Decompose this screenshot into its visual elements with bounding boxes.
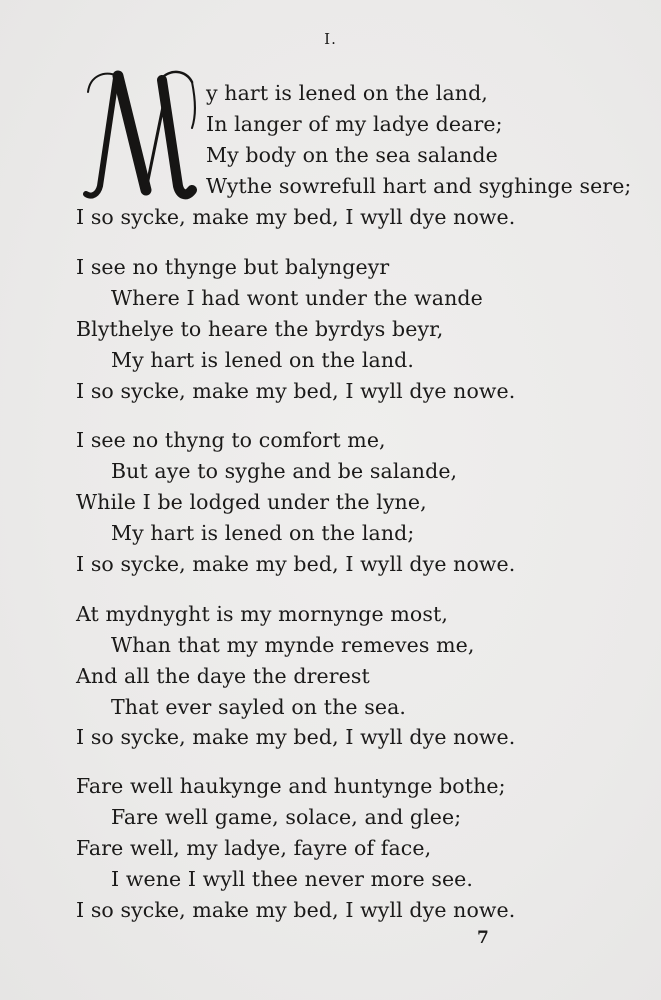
verse-line: Fare well, my ladye, fayre of face, xyxy=(76,836,432,860)
drop-cap-initial xyxy=(74,58,204,208)
verse-line: Where I had wont under the wande xyxy=(111,286,483,310)
verse-line: In langer of my ladye deare; xyxy=(206,112,503,136)
verse-line: y hart is lened on the land, xyxy=(206,81,488,105)
verse-line: I wene I wyll thee never more see. xyxy=(111,867,474,891)
verse-refrain: I so sycke, make my bed, I wyll dye nowe. xyxy=(76,552,516,576)
verse-line: Whan that my mynde remeves me, xyxy=(111,633,475,657)
verse-line: And all the daye the drerest xyxy=(76,664,370,688)
verse-line: I see no thyng to comfort me, xyxy=(76,428,386,452)
verse-line: While I be lodged under the lyne, xyxy=(76,490,427,514)
verse-line: My hart is lened on the land; xyxy=(111,521,415,545)
verse-line: Wythe sowrefull hart and syghinge sere; xyxy=(206,174,632,198)
verse-line: Fare well haukynge and huntynge bothe; xyxy=(76,774,506,798)
page-number: 7 xyxy=(477,928,489,948)
verse-line: At mydnyght is my mornynge most, xyxy=(76,602,448,626)
verse-refrain: I so sycke, make my bed, I wyll dye nowe. xyxy=(76,379,516,403)
verse-refrain: I so sycke, make my bed, I wyll dye nowe. xyxy=(76,898,516,922)
verse-line: Fare well game, solace, and glee; xyxy=(111,805,462,829)
verse-refrain: I so sycke, make my bed, I wyll dye nowe. xyxy=(76,725,516,749)
verse-line: Blythelye to heare the byrdys beyr, xyxy=(76,317,444,341)
verse-line: But aye to syghe and be salande, xyxy=(111,459,458,483)
verse-line: I see no thynge but balyngeyr xyxy=(76,255,390,279)
verse-line: My body on the sea salande xyxy=(206,143,498,167)
verse-line: That ever sayled on the sea. xyxy=(111,695,407,719)
verse-line: My hart is lened on the land. xyxy=(111,348,414,372)
verse-refrain: I so sycke, make my bed, I wyll dye nowe. xyxy=(76,205,516,229)
section-number: I. xyxy=(324,30,337,48)
